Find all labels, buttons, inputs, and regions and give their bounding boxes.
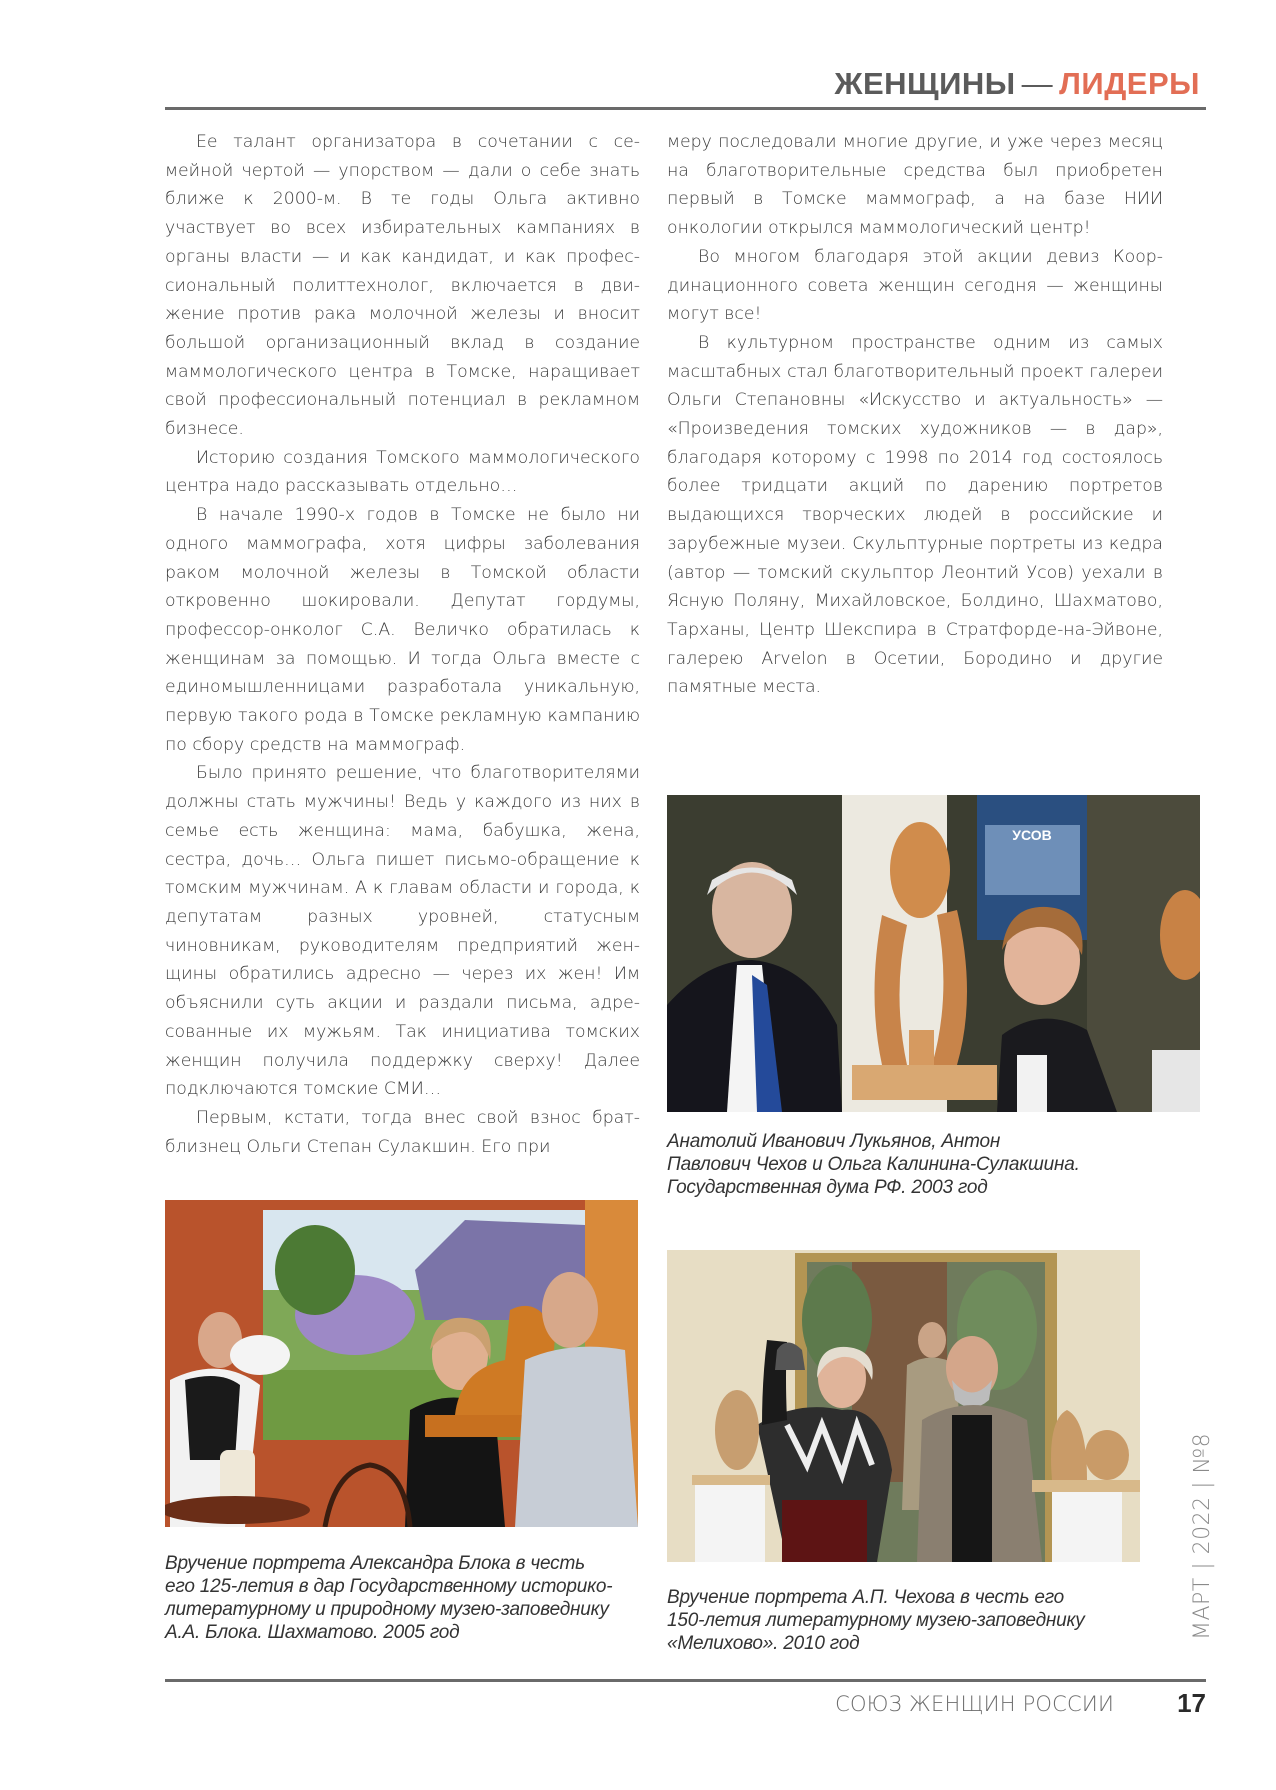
paragraph: Историю создания Томского маммологического центра надо рассказывать отдельно… <box>165 447 640 497</box>
caption-line: Анатолий Иванович Лукьянов, Антон <box>667 1131 1001 1152</box>
photo-chekhov-portrait-melikhovo <box>667 1250 1140 1562</box>
caption-line: 150-летия литературному музею-заповеднику <box>667 1610 1085 1631</box>
caption-line: Вручение портрета Александра Блока в честь <box>165 1553 585 1574</box>
photo-caption <box>165 1552 645 1644</box>
caption-line: Вручение портрета А.П. Чехова в честь его <box>667 1587 1065 1608</box>
paragraph: В культурном пространстве одним из самых масштабных стал благотворительный проект галереи Ольги Степановны «Искусство и актуальность» — «Произведения томских художников — в дар», благодаря которому с 1998 по 2014 год состоялось более тридцати акций по дарению портретов выдающихся творческих людей в российские и зарубежные музеи. Скульптурные портреты из кедра (автор — томский скульптор Леонтий Усов) уехали в Ясную Поляну, Михайловское, Болдино, Шахматово, Тарханы, Центр Шекспира в Стратфорде-на-Эйвоне, галерею Arvelon в Осетии, Бородино и другие памятные места. <box>667 332 1163 698</box>
section-title-dash: — <box>1021 66 1054 101</box>
header-rule <box>165 107 1206 110</box>
section-title <box>834 66 1200 102</box>
issue-date-label: МАРТ | 2022 | №8 <box>1190 1432 1215 1640</box>
caption-line: Павлович Чехов и Ольга Калинина-Сулакшина. <box>667 1154 1080 1175</box>
footer-organization: СОЮЗ ЖЕНЩИН РОССИИ <box>835 1692 1114 1716</box>
photo-caption <box>667 1130 1167 1199</box>
paragraph: меру последовали многие другие, и уже через месяц на благотворительные средства был приобретен первый в Томске маммограф, а на базе НИИ онкологии открылся маммологический центр! <box>667 132 1163 239</box>
caption-line: литературному и природному музею-заповеднику <box>165 1599 609 1620</box>
photo-lukyanov-chekhov-sculpture <box>667 795 1200 1112</box>
footer-rule <box>165 1679 1206 1682</box>
paragraph: Первым, кстати, тогда внес свой взнос брат-близнец Ольги Степан Сулакшин. Его при <box>165 1107 640 1157</box>
article-right-column <box>667 128 1163 702</box>
photo-caption <box>667 1586 1167 1655</box>
svg-text:УСОВ: УСОВ <box>1012 827 1052 843</box>
caption-line: А.А. Блока. Шахматово. 2005 год <box>165 1622 460 1643</box>
photo-illustration <box>667 1250 1140 1562</box>
photo-illustration <box>165 1200 638 1527</box>
caption-line: «Мелихово». 2010 год <box>667 1633 860 1654</box>
caption-line: Государственная дума РФ. 2003 год <box>667 1177 988 1198</box>
paragraph: В начале 1990-х годов в Томске не было ни одного маммографа, хотя цифры заболевания раком молочной железы в Томской области откровенно шокировали. Депутат гордумы, профессор-онколог С.А. Величко обратилась к женщинам за помощью. И тогда Ольга вместе с единомышленницами разработала уникальную, первую такого рода в Томске рекламную кампанию по сбору средств на маммограф. <box>165 505 640 755</box>
page-number: 17 <box>1177 1688 1206 1718</box>
caption-line: его 125-летия в дар Государственному историко- <box>165 1576 613 1597</box>
paragraph: Было принято решение, что благотворителями должны стать мужчины! Ведь у каждого из них в семье есть женщина: мама, бабушка, жена, сестра, дочь… Ольга пишет письмо-обращение к томским мужчинам. А к главам области и города, к депутатам разных уровней, статусным чиновникам, руководителям предприятий женщины обратились адресно — через их жен! Им объяснили суть акции и раздали письма, адресованные их мужьям. Так инициатива томских женщин получила поддержку сверху! Далее подключаются томские СМИ… <box>165 763 640 1100</box>
section-title-part2: ЛИДЕРЫ <box>1059 66 1200 101</box>
section-title-part1: ЖЕНЩИНЫ <box>834 66 1016 101</box>
paragraph: Ее талант организатора в сочетании с семейной чертой — упорством — дали о себе знать ближе к 2000-м. В те годы Ольга активно участвует во всех избирательных кампаниях в органы власти — и как кандидат, и как профессиональный политтехнолог, включается в движение против рака молочной железы и вносит большой организационный вклад в создание маммологического центра в Томске, наращивает свой профессиональный потенциал в рекламном бизнесе. <box>165 132 640 440</box>
photo-illustration <box>667 795 1200 1112</box>
paragraph: Во многом благодаря этой акции девиз Координационного совета женщин сегодня — женщины могут все! <box>667 246 1163 325</box>
photo-blok-portrait-presentation <box>165 1200 638 1527</box>
article-left-column <box>165 128 640 1161</box>
